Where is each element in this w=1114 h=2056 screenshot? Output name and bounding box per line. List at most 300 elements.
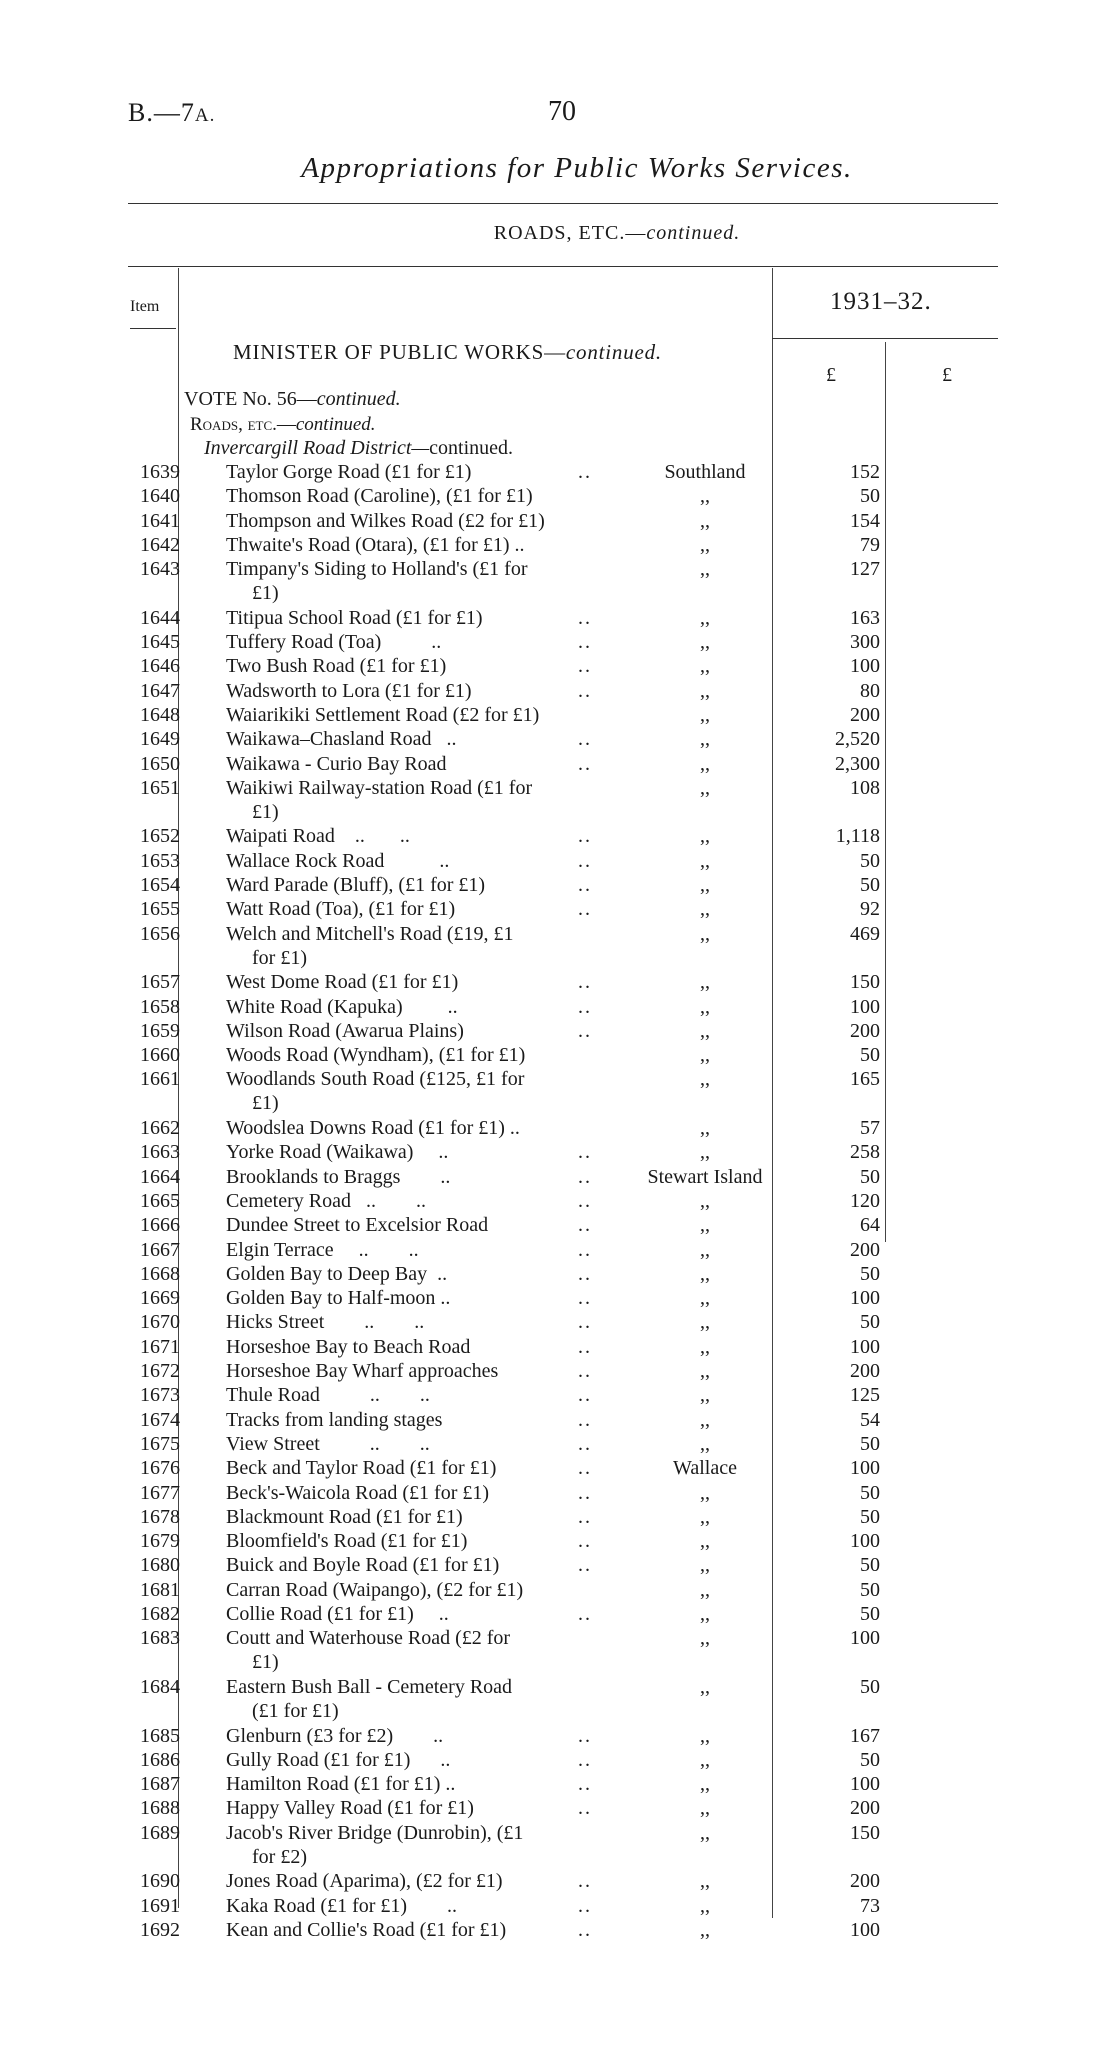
amount: 100 [850, 1773, 880, 1795]
leader-dots: .. [578, 850, 592, 872]
year-column-header: 1931–32. [830, 288, 932, 315]
item-column-header: Item [130, 298, 160, 315]
road-description-line: Golden Bay to Half-moon .. [226, 1287, 451, 1309]
amount: 73 [860, 1895, 880, 1917]
vote-heading: VOTE No. 56—continued. [184, 388, 401, 410]
item-number: 1686 [140, 1749, 180, 1771]
section-heading: ROADS, ETC.—continued. [493, 222, 741, 244]
road-description [226, 1310, 616, 1334]
item-number: 1642 [140, 534, 180, 556]
road-description-line: Hicks Street .. .. [226, 1311, 425, 1333]
road-description-line: Yorke Road (Waikawa) .. [226, 1141, 449, 1163]
leader-dots: .. [578, 971, 592, 993]
electoral-district: Stewart Island [647, 1166, 763, 1188]
amount: 50 [860, 485, 880, 507]
road-description-line: Brooklands to Braggs .. [226, 1166, 451, 1188]
electoral-district: ,, [700, 777, 710, 799]
item-number: 1649 [140, 728, 180, 750]
document-code: B.—7A. [128, 98, 216, 127]
road-description [226, 1335, 616, 1359]
road-description-line: Kean and Collie's Road (£1 for £1) [226, 1919, 507, 1941]
road-description-line: Dundee Street to Excelsior Road [226, 1214, 489, 1236]
leader-dots: .. [578, 898, 592, 920]
amount: 2,300 [835, 753, 880, 775]
amount: 50 [860, 1506, 880, 1528]
leader-dots: .. [578, 1554, 592, 1576]
road-description [226, 1019, 616, 1043]
amount: 469 [850, 923, 880, 945]
road-description [226, 1602, 616, 1626]
road-description-line: Wadsworth to Lora (£1 for £1) [226, 680, 472, 702]
road-description-line: Jones Road (Aparima), (£2 for £1) [226, 1870, 503, 1892]
leader-dots: .. [578, 607, 592, 629]
electoral-district: ,, [700, 558, 710, 580]
page-number: 70 [548, 96, 576, 127]
leader-dots: .. [578, 1749, 592, 1771]
road-description-line: Collie Road (£1 for £1) .. [226, 1603, 449, 1625]
amount: 50 [860, 850, 880, 872]
road-description-line: Waikawa–Chasland Road .. [226, 728, 457, 750]
electoral-district: ,, [700, 825, 710, 847]
amount: 50 [860, 1676, 880, 1698]
amount: 100 [850, 1287, 880, 1309]
road-description-line: Thwaite's Road (Otara), (£1 for £1) .. [226, 534, 525, 556]
road-description [226, 1383, 616, 1407]
item-number: 1645 [140, 631, 180, 653]
leader-dots: .. [578, 728, 592, 750]
electoral-district: ,, [700, 971, 710, 993]
road-description-line: Eastern Bush Ball - Cemetery Road [226, 1676, 513, 1698]
electoral-district: ,, [700, 996, 710, 1018]
road-description-line: Waikiwi Railway-station Road (£1 for [226, 777, 533, 799]
leader-dots: .. [578, 1797, 592, 1819]
electoral-district: ,, [700, 1554, 710, 1576]
amount: 100 [850, 1627, 880, 1649]
item-number: 1654 [140, 874, 180, 896]
road-description [226, 509, 616, 533]
electoral-district: ,, [700, 1214, 710, 1236]
road-description [226, 654, 616, 678]
amount: 79 [860, 534, 880, 556]
electoral-district: ,, [700, 607, 710, 629]
item-number: 1690 [140, 1870, 180, 1892]
item-number: 1641 [140, 510, 180, 532]
item-number: 1652 [140, 825, 180, 847]
road-description [226, 752, 616, 776]
item-number: 1639 [140, 461, 180, 483]
road-description-continuation: £1) [252, 1092, 279, 1114]
leader-dots: .. [578, 753, 592, 775]
item-number: 1658 [140, 996, 180, 1018]
leader-dots: .. [578, 631, 592, 653]
electoral-district: ,, [700, 1822, 710, 1844]
road-description-line: Waikawa - Curio Bay Road [226, 753, 447, 775]
road-description [226, 995, 616, 1019]
item-number: 1664 [140, 1166, 180, 1188]
title-rule [128, 203, 998, 204]
minister-heading: MINISTER OF PUBLIC WORKS—continued. [233, 340, 662, 364]
road-description [226, 1286, 616, 1310]
electoral-district: ,, [700, 655, 710, 677]
roads-subheading: Roads, etc.—continued. [190, 414, 376, 435]
road-description-line: Hamilton Road (£1 for £1) .. [226, 1773, 456, 1795]
road-description [226, 1869, 616, 1893]
item-number: 1667 [140, 1239, 180, 1261]
item-number: 1656 [140, 923, 180, 945]
road-description [226, 1553, 616, 1577]
amount: 100 [850, 1919, 880, 1941]
item-number: 1662 [140, 1117, 180, 1139]
leader-dots: .. [578, 680, 592, 702]
road-description-line: Beck and Taylor Road (£1 for £1) [226, 1457, 497, 1479]
road-description [226, 557, 616, 605]
amount: 50 [860, 874, 880, 896]
road-description-line: Thule Road .. .. [226, 1384, 430, 1406]
amount: 108 [850, 777, 880, 799]
road-description-line: Horseshoe Bay to Beach Road [226, 1336, 471, 1358]
item-number: 1671 [140, 1336, 180, 1358]
road-description [226, 1529, 616, 1553]
electoral-district: Wallace [673, 1457, 737, 1479]
electoral-district: ,, [700, 923, 710, 945]
item-number: 1691 [140, 1895, 180, 1917]
road-description [226, 1359, 616, 1383]
amount: 50 [860, 1482, 880, 1504]
road-description-line: Thompson and Wilkes Road (£2 for £1) [226, 510, 545, 532]
leader-dots: .. [578, 996, 592, 1018]
pound-symbol-1: £ [826, 364, 836, 386]
road-description [226, 1140, 616, 1164]
road-description-line: Wallace Rock Road .. [226, 850, 450, 872]
item-number: 1679 [140, 1530, 180, 1552]
electoral-district: ,, [700, 1579, 710, 1601]
electoral-district: ,, [700, 1482, 710, 1504]
leader-dots: .. [578, 1020, 592, 1042]
electoral-district: ,, [700, 1749, 710, 1771]
amount: 165 [850, 1068, 880, 1090]
electoral-district: ,, [700, 1603, 710, 1625]
item-number: 1669 [140, 1287, 180, 1309]
road-description [226, 1432, 616, 1456]
leader-dots: .. [578, 825, 592, 847]
amount: 100 [850, 1457, 880, 1479]
leader-dots: .. [578, 1190, 592, 1212]
road-description-line: View Street .. .. [226, 1433, 430, 1455]
pound-symbol-2: £ [942, 364, 952, 386]
item-number: 1647 [140, 680, 180, 702]
table-top-rule [128, 266, 998, 267]
electoral-district: ,, [700, 874, 710, 896]
amount: 50 [860, 1554, 880, 1576]
road-description [226, 1067, 616, 1115]
amount: 300 [850, 631, 880, 653]
leader-dots: .. [578, 1360, 592, 1382]
road-description [226, 1116, 616, 1140]
leader-dots: .. [578, 1287, 592, 1309]
amount: 100 [850, 1336, 880, 1358]
electoral-district: ,, [700, 680, 710, 702]
road-description [226, 1675, 616, 1723]
item-number: 1680 [140, 1554, 180, 1576]
road-description-line: West Dome Road (£1 for £1) [226, 971, 459, 993]
leader-dots: .. [578, 1166, 592, 1188]
amount: 258 [850, 1141, 880, 1163]
item-number: 1646 [140, 655, 180, 677]
leader-dots: .. [578, 1895, 592, 1917]
item-number: 1666 [140, 1214, 180, 1236]
road-description-line: Taylor Gorge Road (£1 for £1) [226, 461, 472, 483]
road-description [226, 679, 616, 703]
road-description [226, 1456, 616, 1480]
amount: 57 [860, 1117, 880, 1139]
electoral-district: ,, [700, 1433, 710, 1455]
electoral-district: ,, [700, 1530, 710, 1552]
leader-dots: .. [578, 1336, 592, 1358]
road-description-line: Woodlands South Road (£125, £1 for [226, 1068, 525, 1090]
road-description [226, 1043, 616, 1067]
road-description-line: Watt Road (Toa), (£1 for £1) [226, 898, 456, 920]
electoral-district: ,, [700, 534, 710, 556]
leader-dots: .. [578, 874, 592, 896]
electoral-district: ,, [700, 1870, 710, 1892]
road-description [226, 727, 616, 751]
item-number: 1672 [140, 1360, 180, 1382]
road-description [226, 533, 616, 557]
leader-dots: .. [578, 1482, 592, 1504]
amount: 50 [860, 1166, 880, 1188]
amount: 150 [850, 971, 880, 993]
item-number: 1668 [140, 1263, 180, 1285]
road-description-continuation: £1) [252, 1651, 279, 1673]
leader-dots: .. [578, 655, 592, 677]
leader-dots: .. [578, 1239, 592, 1261]
road-description-line: Gully Road (£1 for £1) .. [226, 1749, 451, 1771]
leader-dots: .. [578, 1457, 592, 1479]
electoral-district: ,, [700, 1409, 710, 1431]
road-description-line: Happy Valley Road (£1 for £1) [226, 1797, 474, 1819]
road-description-line: Glenburn (£3 for £2) .. [226, 1725, 444, 1747]
leader-dots: .. [578, 1506, 592, 1528]
item-number: 1660 [140, 1044, 180, 1066]
leader-dots: .. [578, 1141, 592, 1163]
electoral-district: Southland [664, 461, 746, 483]
road-description [226, 460, 616, 484]
amount: 127 [850, 558, 880, 580]
item-number: 1670 [140, 1311, 180, 1333]
road-description [226, 897, 616, 921]
amount: 200 [850, 1020, 880, 1042]
electoral-district: ,, [700, 1627, 710, 1649]
road-description-line: Waiarikiki Settlement Road (£2 for £1) [226, 704, 540, 726]
amount: 154 [850, 510, 880, 532]
road-description-line: Jacob's River Bridge (Dunrobin), (£1 [226, 1822, 524, 1844]
road-description-line: Coutt and Waterhouse Road (£2 for [226, 1627, 511, 1649]
amount: 200 [850, 1797, 880, 1819]
electoral-district: ,, [700, 1919, 710, 1941]
electoral-district: ,, [700, 1141, 710, 1163]
item-number: 1659 [140, 1020, 180, 1042]
road-description-line: Beck's-Waicola Road (£1 for £1) [226, 1482, 490, 1504]
road-description [226, 630, 616, 654]
road-description-line: Timpany's Siding to Holland's (£1 for [226, 558, 528, 580]
electoral-district: ,, [700, 1506, 710, 1528]
electoral-district: ,, [700, 1384, 710, 1406]
road-description-line: Cemetery Road .. .. [226, 1190, 426, 1212]
road-description [226, 703, 616, 727]
road-description-line: Tuffery Road (Toa) .. [226, 631, 442, 653]
road-description-line: Thomson Road (Caroline), (£1 for £1) [226, 485, 533, 507]
road-description-line: Two Bush Road (£1 for £1) [226, 655, 447, 677]
road-description [226, 1165, 616, 1189]
item-number: 1657 [140, 971, 180, 993]
road-description-continuation: £1) [252, 801, 279, 823]
amount: 50 [860, 1311, 880, 1333]
amount: 50 [860, 1603, 880, 1625]
item-number: 1663 [140, 1141, 180, 1163]
amount: 50 [860, 1263, 880, 1285]
road-description-line: Ward Parade (Bluff), (£1 for £1) [226, 874, 486, 896]
electoral-district: ,, [700, 1044, 710, 1066]
road-description-line: Kaka Road (£1 for £1) .. [226, 1895, 458, 1917]
amount: 152 [850, 461, 880, 483]
leader-dots: .. [578, 1919, 592, 1941]
amount: 163 [850, 607, 880, 629]
road-description [226, 1894, 616, 1918]
item-number: 1681 [140, 1579, 180, 1601]
road-description [226, 1238, 616, 1262]
road-description-line: Carran Road (Waipango), (£2 for £1) [226, 1579, 524, 1601]
road-description-line: Tracks from landing stages [226, 1409, 443, 1431]
amount: 2,520 [835, 728, 880, 750]
road-description [226, 1821, 616, 1869]
road-description-line: Waipati Road .. .. [226, 825, 410, 847]
amount: 50 [860, 1044, 880, 1066]
road-description-line: Blackmount Road (£1 for £1) [226, 1506, 463, 1528]
road-description [226, 1796, 616, 1820]
road-description [226, 1918, 616, 1942]
item-number: 1644 [140, 607, 180, 629]
item-number: 1675 [140, 1433, 180, 1455]
road-description-continuation: £1) [252, 582, 279, 604]
road-description-line: White Road (Kapuka) .. [226, 996, 458, 1018]
road-description-line: Elgin Terrace .. .. [226, 1239, 419, 1261]
item-number: 1684 [140, 1676, 180, 1698]
item-number: 1648 [140, 704, 180, 726]
amount-split-divider [885, 342, 886, 1242]
electoral-district: ,, [700, 1068, 710, 1090]
electoral-district: ,, [700, 704, 710, 726]
electoral-district: ,, [700, 1117, 710, 1139]
item-number: 1643 [140, 558, 180, 580]
road-description [226, 1505, 616, 1529]
leader-dots: .. [578, 1311, 592, 1333]
amount: 80 [860, 680, 880, 702]
road-description-line: Wilson Road (Awarua Plains) [226, 1020, 464, 1042]
item-number: 1683 [140, 1627, 180, 1649]
item-number: 1677 [140, 1482, 180, 1504]
electoral-district: ,, [700, 728, 710, 750]
leader-dots: .. [578, 1214, 592, 1236]
road-description [226, 1408, 616, 1432]
item-number: 1665 [140, 1190, 180, 1212]
road-description [226, 484, 616, 508]
road-description [226, 824, 616, 848]
item-number: 1688 [140, 1797, 180, 1819]
amount: 1,118 [835, 825, 880, 847]
amount: 125 [850, 1384, 880, 1406]
item-number: 1692 [140, 1919, 180, 1941]
road-description-continuation: for £1) [252, 947, 307, 969]
amount: 120 [850, 1190, 880, 1212]
road-description [226, 1262, 616, 1286]
amount: 100 [850, 1530, 880, 1552]
road-description-line: Horseshoe Bay Wharf approaches [226, 1360, 499, 1382]
electoral-district: ,, [700, 1020, 710, 1042]
amount: 54 [860, 1409, 880, 1431]
amount: 100 [850, 996, 880, 1018]
district-heading: Invercargill Road District—continued. [204, 437, 514, 459]
leader-dots: .. [578, 1384, 592, 1406]
road-description [226, 849, 616, 873]
leader-dots: .. [578, 1603, 592, 1625]
road-description [226, 1772, 616, 1796]
road-description-line: Woods Road (Wyndham), (£1 for £1) [226, 1044, 526, 1066]
item-number: 1640 [140, 485, 180, 507]
road-description-line: Bloomfield's Road (£1 for £1) [226, 1530, 468, 1552]
amount: 200 [850, 1870, 880, 1892]
road-description-line: Welch and Mitchell's Road (£19, £1 [226, 923, 514, 945]
road-description [226, 776, 616, 824]
amount: 100 [850, 655, 880, 677]
electoral-district: ,, [700, 1263, 710, 1285]
electoral-district: ,, [700, 1895, 710, 1917]
item-number: 1678 [140, 1506, 180, 1528]
electoral-district: ,, [700, 1773, 710, 1795]
item-number: 1673 [140, 1384, 180, 1406]
electoral-district: ,, [700, 1336, 710, 1358]
item-header-rule [130, 328, 176, 329]
leader-dots: .. [578, 1773, 592, 1795]
electoral-district: ,, [700, 1311, 710, 1333]
item-number: 1674 [140, 1409, 180, 1431]
electoral-district: ,, [700, 1797, 710, 1819]
item-number: 1676 [140, 1457, 180, 1479]
road-description [226, 922, 616, 970]
road-description [226, 1213, 616, 1237]
amount: 150 [850, 1822, 880, 1844]
leader-dots: .. [578, 1409, 592, 1431]
item-number: 1685 [140, 1725, 180, 1747]
road-description [226, 606, 616, 630]
leader-dots: .. [578, 1725, 592, 1747]
amount: 200 [850, 704, 880, 726]
amount: 50 [860, 1433, 880, 1455]
road-description-continuation: for £2) [252, 1846, 307, 1868]
road-description-line: Buick and Boyle Road (£1 for £1) [226, 1554, 500, 1576]
year-header-rule [772, 338, 998, 339]
road-description [226, 1578, 616, 1602]
item-number: 1689 [140, 1822, 180, 1844]
electoral-district: ,, [700, 1676, 710, 1698]
road-description [226, 970, 616, 994]
electoral-district: ,, [700, 1287, 710, 1309]
road-description [226, 873, 616, 897]
leader-dots: .. [578, 1433, 592, 1455]
road-description-line: Titipua School Road (£1 for £1) [226, 607, 483, 629]
amount: 50 [860, 1749, 880, 1771]
amount: 92 [860, 898, 880, 920]
road-description [226, 1189, 616, 1213]
